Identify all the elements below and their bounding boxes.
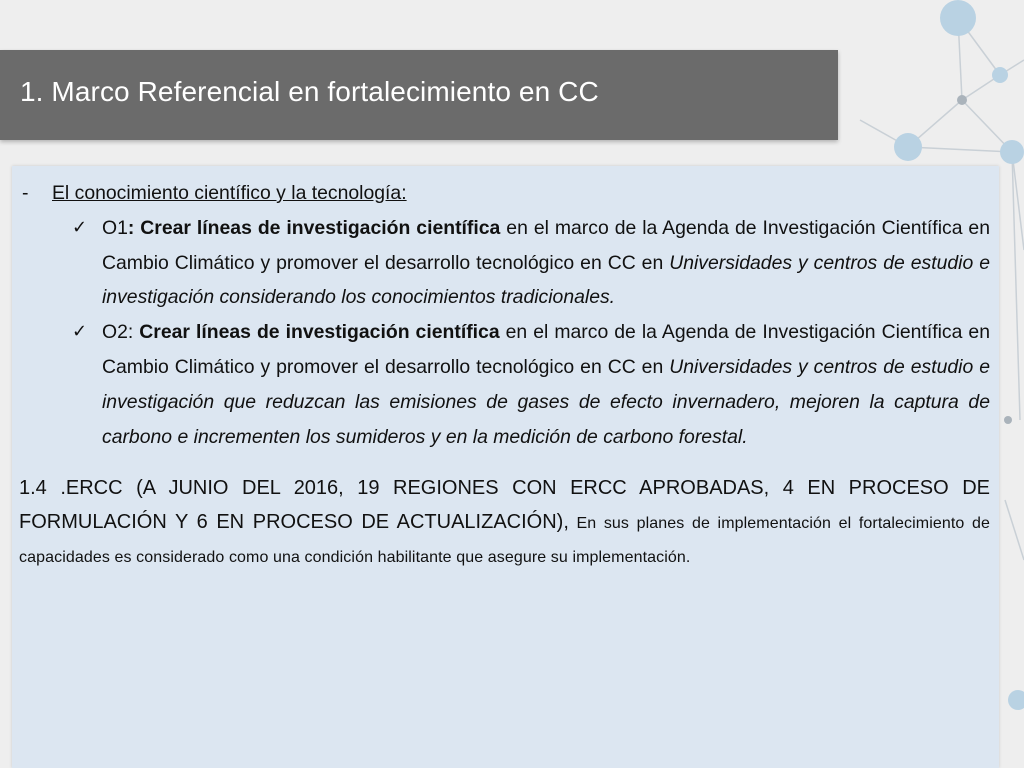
o2-italic: Universidades y centros de estudio e investigación que reduzcan las emisiones de gases de efecto invernadero, mejoren la captura de carbono e incrementen los sumideros y en la medición de carbono forestal. bbox=[102, 355, 990, 448]
content-box bbox=[12, 166, 999, 768]
o2-bold: Crear líneas de investigación científica bbox=[139, 321, 500, 344]
checkmark-icon: ✓ bbox=[72, 216, 88, 238]
content-body bbox=[19, 176, 990, 575]
objective-o2 bbox=[72, 315, 990, 454]
objective-o1 bbox=[72, 211, 990, 315]
bullet-dash: - bbox=[22, 182, 29, 204]
title-bar bbox=[0, 50, 838, 140]
ercc-text: En sus planes de implementación el fortalecimiento de capacidades es considerado como una condición habilitante que asegure su implementación. bbox=[19, 514, 990, 567]
section-heading: El conocimiento científico y la tecnología: bbox=[52, 182, 407, 204]
slide-title: 1. Marco Referencial en fortalecimiento en CC bbox=[20, 76, 599, 107]
o1-italic: Universidades y centros de estudio e investigación considerando los conocimientos tradicionales. bbox=[102, 251, 990, 309]
ercc-heading: 1.4 .ERCC (A JUNIO DEL 2016, 19 REGIONES CON ERCC APROBADAS, 4 EN PROCESO DE FORMULACIÓN Y 6 EN PROCESO DE ACTUALIZACIÓN), bbox=[19, 477, 990, 533]
section-ercc bbox=[19, 472, 990, 575]
o2-code: O2: bbox=[102, 321, 140, 344]
heading-row bbox=[19, 176, 990, 211]
checkmark-icon: ✓ bbox=[72, 321, 88, 343]
o2-text: en el marco de la Agenda de Investigación Científica en Cambio Climático y promover el desarrollo tecnológico en CC en bbox=[102, 321, 990, 378]
o1-bold: : Crear líneas de investigación científica bbox=[127, 216, 501, 239]
o1-text: en el marco de la Agenda de Investigación Científica en Cambio Climático y promover el desarrollo tecnológico en CC en bbox=[102, 216, 990, 274]
o1-code: O1 bbox=[102, 216, 128, 239]
